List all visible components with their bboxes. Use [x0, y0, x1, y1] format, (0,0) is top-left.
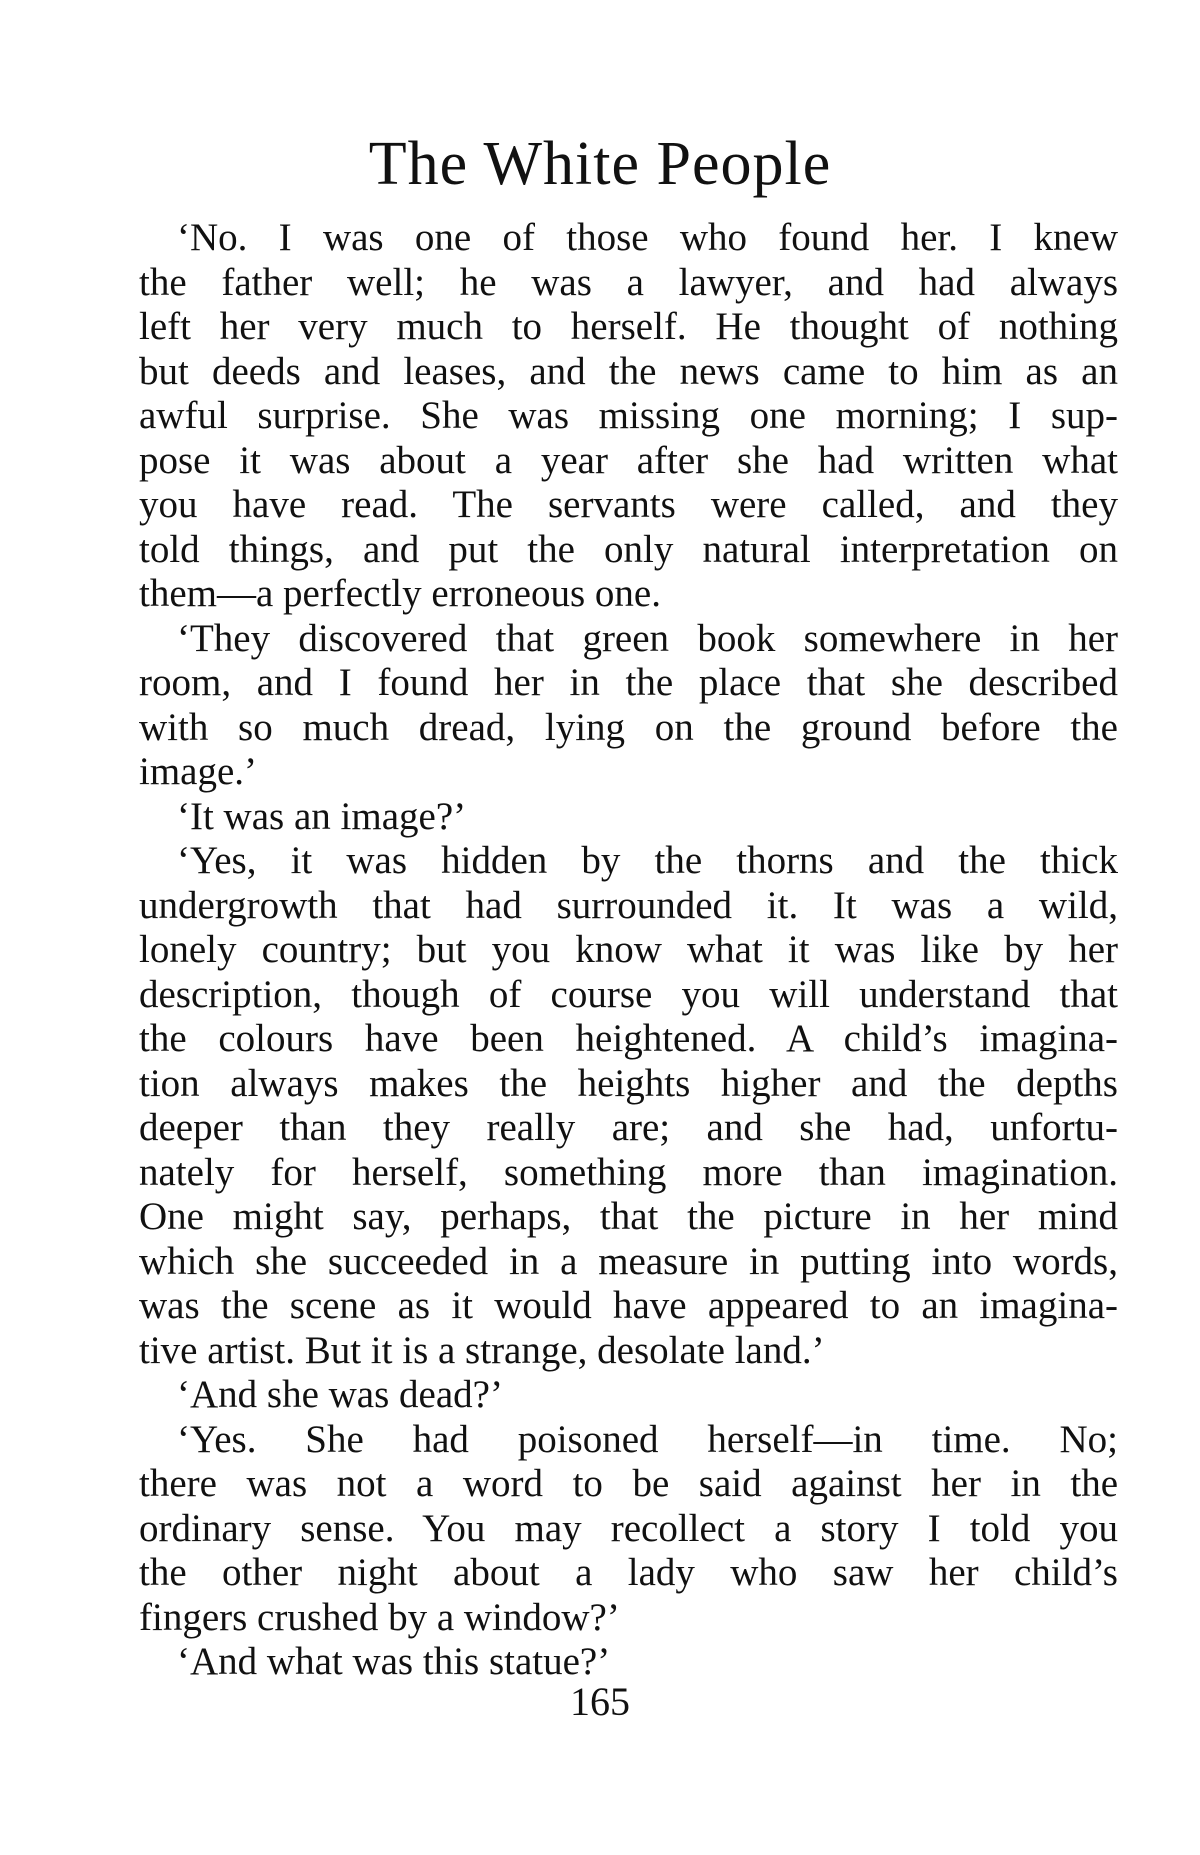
- text-line: ‘It was an image?’: [177, 794, 467, 838]
- text-line: ‘Yes, it was hidden by the thorns and the thick: [177, 839, 1118, 882]
- text-line: ‘They discovered that green book somewhere in her: [177, 616, 1118, 660]
- text-line: tion always makes the heights higher and the depths: [139, 1061, 1118, 1105]
- text-line: told things, and put the only natural interpretation on: [139, 527, 1118, 571]
- text-line: but deeds and leases, and the news came to him as an: [139, 349, 1118, 393]
- text-line: ordinary sense. You may recollect a story I told you: [139, 1506, 1118, 1550]
- text-line: nately for herself, something more than imagination.: [139, 1150, 1118, 1194]
- text-line: pose it was about a year after she had written what: [139, 438, 1118, 482]
- text-line: description, though of course you will understand that: [139, 972, 1118, 1016]
- text-line: left her very much to herself. He thought of nothing: [139, 305, 1118, 348]
- running-head: The White People: [368, 130, 832, 198]
- text-line: undergrowth that had surrounded it. It was a wild,: [139, 883, 1118, 927]
- text-line: ‘And what was this statue?’: [177, 1640, 611, 1683]
- text-line: there was not a word to be said against her in the: [139, 1462, 1118, 1505]
- text-line: lonely country; but you know what it was like by her: [139, 928, 1118, 971]
- text-line: image.’: [139, 750, 258, 793]
- text-line: them—a perfectly erroneous one.: [139, 572, 661, 615]
- text-line: room, and I found her in the place that she described: [139, 661, 1118, 704]
- body-text: [139, 216, 1118, 1685]
- text-line: tive artist. But it is a strange, desolate land.’: [139, 1328, 825, 1372]
- text-line: the other night about a lady who saw her child’s: [139, 1551, 1118, 1594]
- text-line: the colours have been heightened. A child’s imagina-: [139, 1017, 1118, 1060]
- text-line: you have read. The servants were called, and they: [139, 483, 1118, 526]
- text-line: ‘And she was dead?’: [177, 1373, 503, 1416]
- text-line: with so much dread, lying on the ground before the: [139, 705, 1118, 749]
- text-line: deeper than they really are; and she had, unfortu-: [139, 1106, 1118, 1149]
- text-line: ‘Yes. She had poisoned herself—in time. No;: [177, 1417, 1118, 1461]
- text-line: One might say, perhaps, that the picture in her mind: [139, 1195, 1118, 1238]
- text-line: was the scene as it would have appeared to an imagina-: [139, 1284, 1118, 1327]
- text-line: the father well; he was a lawyer, and had always: [139, 260, 1118, 304]
- text-line: which she succeeded in a measure in putting into words,: [139, 1239, 1118, 1283]
- text-line: awful surprise. She was missing one morning; I sup-: [139, 394, 1118, 437]
- page-number: 165: [570, 1679, 630, 1724]
- text-line: ‘No. I was one of those who found her. I knew: [177, 216, 1118, 259]
- text-line: fingers crushed by a window?’: [139, 1595, 620, 1639]
